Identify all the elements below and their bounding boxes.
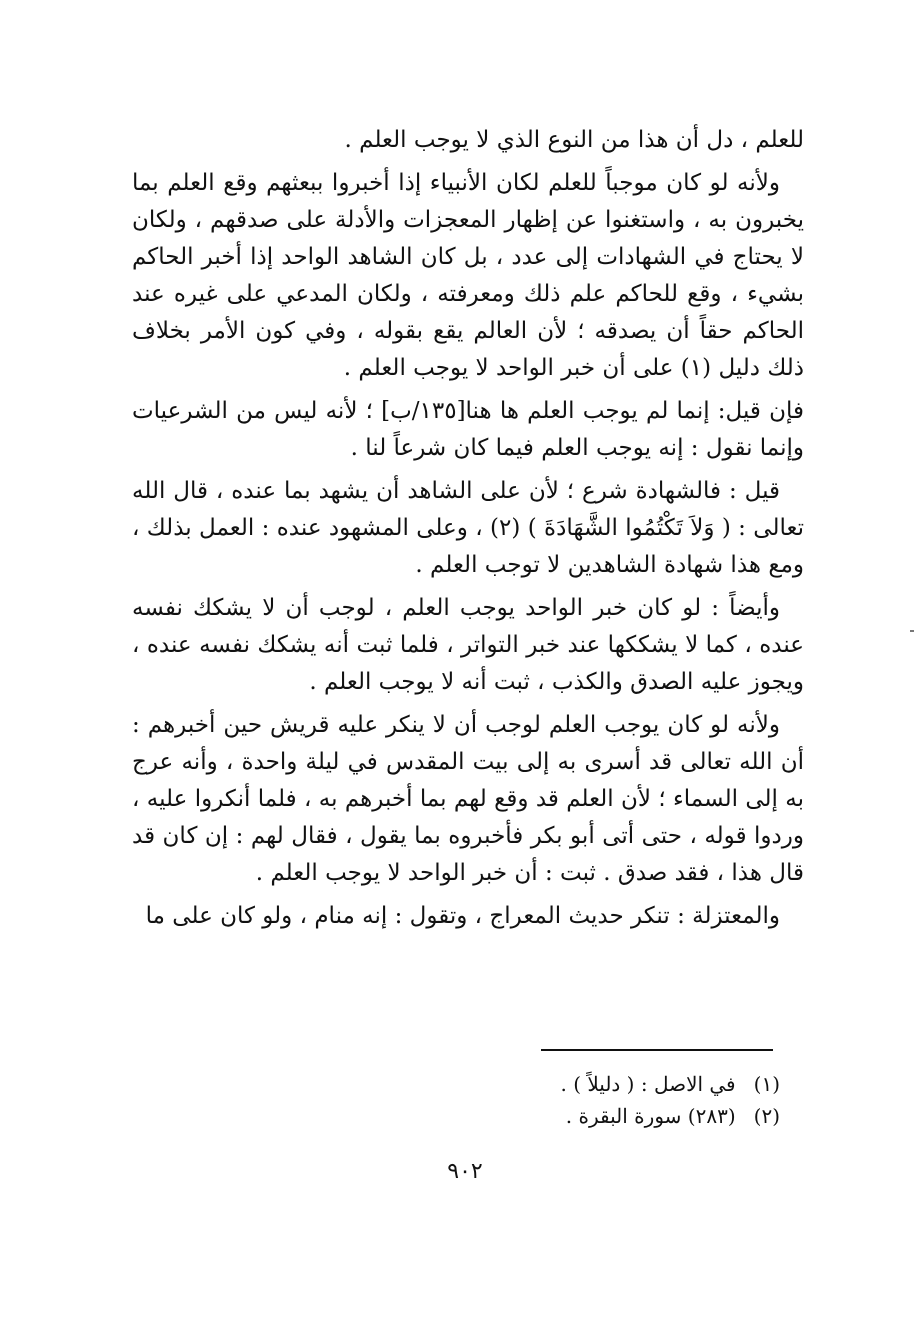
paragraph-1: للعلم ، دل أن هذا من النوع الذي لا يوجب العلم .	[344, 127, 804, 153]
scan-mark	[910, 630, 914, 632]
page-number: ٩٠٢	[447, 1159, 483, 1184]
footnote-1-mark: (١)	[753, 1072, 780, 1096]
footnote-divider	[541, 1049, 773, 1051]
footnote-1	[370, 1068, 780, 1100]
paragraph-5: وأيضاً : لو كان خبر الواحد يوجب العلم ، لوجب أن لا يشكك نفسه عنده ، كما لا يشككها عند خبر التواتر ، فلما ثبت أنه يشكك نفسه عنده ، ويجوز عليه الصدق والكذب ، ثبت أنه لا يوجب العلم .	[132, 595, 804, 695]
footnote-2-text: (٢٨٣) سورة البقرة .	[565, 1104, 736, 1128]
footnote-2	[370, 1100, 780, 1132]
paragraph-3: فإن قيل: إنما لم يوجب العلم ها هنا[١٣٥/ب] ؛ لأنه ليس من الشرعيات وإنما نقول : إنه يوجب العلم فيما كان شرعاً لنا .	[132, 398, 804, 461]
footnote-1-text: في الاصل : ( دليلاً ) .	[560, 1072, 736, 1096]
main-text	[132, 122, 804, 941]
paragraph-6: ولأنه لو كان يوجب العلم لوجب أن لا ينكر عليه قريش حين أخبرهم : أن الله تعالى قد أسرى به إلى بيت المقدس في ليلة واحدة ، وأنه عرج به إلى السماء ؛ لأن العلم قد وقع لهم بما أخبرهم به ، فلما أنكروا عليه ، وردوا قوله ، حتى أتى أبو بكر فأخبروه بما يقول ، فقال لهم : إن كان قد قال هذا ، فقد صدق . ثبت : أن خبر الواحد لا يوجب العلم .	[132, 712, 804, 886]
paragraph-7: والمعتزلة : تنكر حديث المعراج ، وتقول : إنه منام ، ولو كان على ما	[145, 903, 780, 929]
footnote-2-mark: (٢)	[753, 1104, 780, 1128]
footnotes	[370, 1068, 780, 1132]
paragraph-4: قيل : فالشهادة شرع ؛ لأن على الشاهد أن يشهد بما عنده ، قال الله تعالى : ( وَلاَ تَكْتُمُوا الشَّهَادَةَ ) (٢) ، وعلى المشهود عنده : العمل بذلك ، ومع هذا شهادة الشاهدين لا توجب العلم .	[132, 478, 804, 578]
paragraph-2: ولأنه لو كان موجباً للعلم لكان الأنبياء إذا أخبروا ببعثهم وقع العلم بما يخبرون به ، واستغنوا عن إظهار المعجزات والأدلة على صدقهم ، ولكان لا يحتاج في الشهادات إلى عدد ، بل كان الشاهد الواحد إذا أخبر الحاكم بشيء ، وقع للحاكم علم ذلك ومعرفته ، ولكان المدعي على غيره عند الحاكم حقاً أن يصدقه ؛ لأن العالم يقع بقوله ، وفي كون الأمر بخلاف ذلك دليل (١) على أن خبر الواحد لا يوجب العلم .	[132, 170, 804, 381]
